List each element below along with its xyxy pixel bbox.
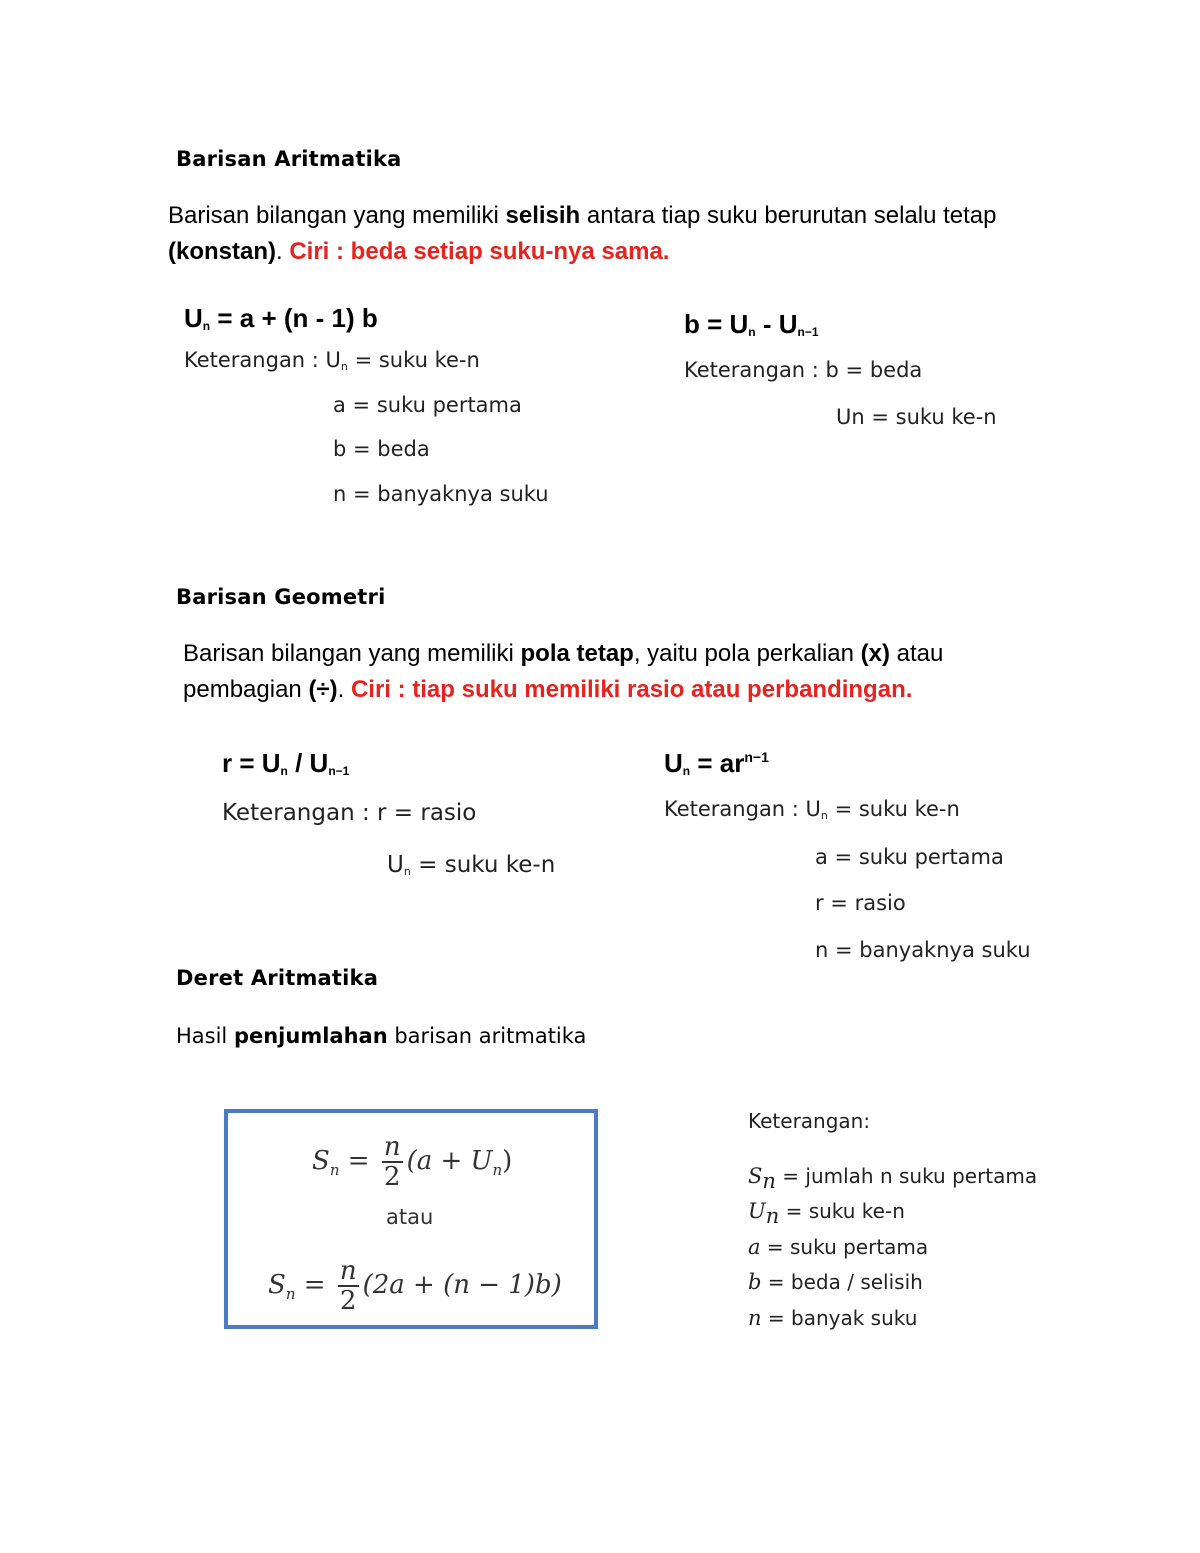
fraction	[338, 1257, 359, 1315]
text: = suku ke-n	[779, 1199, 905, 1223]
keterangan-beda: Keterangan : b = beda	[684, 358, 923, 382]
subscript: n	[329, 1161, 340, 1179]
formula-beda	[684, 309, 819, 340]
text: = a + (n - 1) b	[210, 303, 378, 333]
text: = suku pertama	[760, 1235, 929, 1259]
text: .	[276, 238, 290, 265]
text-bold: selisih	[505, 202, 581, 229]
formula-sn-2	[268, 1257, 562, 1315]
variable: n	[748, 1306, 762, 1330]
text: = ar	[690, 748, 745, 778]
formula-un-geometri	[664, 748, 769, 779]
text: (2a + (n − 1)b)	[362, 1270, 562, 1300]
text: U	[184, 303, 203, 333]
subscript: n	[280, 764, 288, 778]
text: barisan aritmatika	[387, 1024, 587, 1048]
formula-sn-1	[312, 1133, 512, 1191]
keterangan-row	[387, 852, 555, 878]
text-bold: (÷)	[308, 676, 338, 703]
text: (a + U	[406, 1146, 493, 1176]
text-bold: penjumlahan	[233, 1024, 388, 1048]
text: r = U	[222, 748, 281, 778]
text: S	[268, 1270, 286, 1300]
subscript: n	[820, 809, 828, 822]
subscript: n	[492, 1161, 503, 1179]
subscript: n	[765, 1204, 780, 1228]
atau-text: atau	[386, 1205, 434, 1229]
keterangan-row: a = suku pertama	[333, 393, 522, 417]
text: U	[387, 852, 404, 878]
denominator: 2	[339, 1286, 357, 1316]
text: = suku ke-n	[827, 797, 960, 821]
text-bold: (x)	[860, 640, 890, 667]
legend-row	[748, 1270, 923, 1294]
variable: b	[748, 1270, 762, 1294]
text: Barisan bilangan yang memiliki	[168, 202, 506, 229]
definition-geometri	[183, 636, 1063, 708]
legend-title: Keterangan:	[748, 1109, 871, 1133]
text: atau pembagian	[183, 640, 944, 703]
numerator: n	[383, 1132, 401, 1162]
keterangan-row: r = rasio	[815, 891, 906, 915]
fraction	[382, 1133, 403, 1191]
text: Keterangan : U	[664, 797, 821, 821]
text: = banyak suku	[761, 1306, 918, 1330]
subscript: n	[748, 325, 756, 339]
text: b = U	[684, 309, 749, 339]
keterangan-un-geometri	[664, 797, 960, 822]
text: = suku ke-n	[347, 348, 480, 372]
text: - U	[755, 309, 798, 339]
text: U	[664, 748, 683, 778]
keterangan-row: n = banyaknya suku	[333, 482, 549, 506]
legend-row	[748, 1235, 928, 1259]
heading-barisan-aritmatika: Barisan Aritmatika	[176, 147, 402, 171]
text: = suku ke-n	[410, 852, 556, 878]
heading-barisan-geometri: Barisan Geometri	[176, 585, 386, 609]
text: = jumlah n suku pertama	[775, 1164, 1038, 1188]
subscript: n	[682, 764, 691, 778]
ciri-text: Ciri : beda setiap suku-nya sama.	[289, 238, 670, 265]
keterangan-rasio: Keterangan : r = rasio	[222, 800, 477, 826]
subscript: n	[340, 360, 348, 373]
legend-row	[748, 1164, 1037, 1193]
text-bold: (konstan)	[168, 238, 276, 265]
ciri-text: Ciri : tiap suku memiliki rasio atau perbandingan.	[350, 676, 913, 703]
text: Hasil	[176, 1024, 234, 1048]
text: S	[312, 1146, 330, 1176]
subscript: n	[202, 319, 211, 333]
subscript: n	[403, 865, 411, 878]
text: Keterangan : U	[184, 348, 341, 372]
denominator: 2	[383, 1162, 401, 1192]
formula-rasio	[222, 748, 349, 779]
heading-deret-aritmatika: Deret Aritmatika	[176, 966, 379, 990]
text: )	[502, 1146, 513, 1176]
text-bold: pola tetap	[520, 640, 634, 667]
formula-box	[224, 1109, 598, 1329]
subscript: n	[762, 1169, 776, 1193]
formula-un-aritmatika	[184, 303, 378, 334]
subscript: n	[285, 1285, 296, 1303]
text: Barisan bilangan yang memiliki	[183, 640, 521, 667]
legend-row	[748, 1199, 905, 1228]
equals: =	[347, 1146, 370, 1176]
text: .	[337, 676, 351, 703]
variable: a	[748, 1235, 761, 1259]
keterangan-un	[184, 348, 480, 373]
text: antara tiap suku berurutan selalu tetap	[580, 202, 997, 229]
definition-aritmatika	[168, 198, 1048, 270]
subscript: n−1	[797, 325, 819, 339]
equals: =	[303, 1270, 326, 1300]
keterangan-row: n = banyaknya suku	[815, 938, 1031, 962]
definition-deret	[176, 1024, 586, 1048]
subscript: n−1	[328, 764, 350, 778]
keterangan-row: a = suku pertama	[815, 845, 1004, 869]
variable: U	[748, 1199, 766, 1223]
keterangan-row: Un = suku ke-n	[836, 405, 997, 429]
superscript: n−1	[744, 749, 769, 765]
legend-row	[748, 1306, 917, 1330]
keterangan-row: b = beda	[333, 437, 430, 461]
numerator: n	[339, 1256, 357, 1286]
text: , yaitu pola perkalian	[633, 640, 861, 667]
variable: S	[748, 1164, 763, 1188]
text: / U	[287, 748, 329, 778]
text: = beda / selisih	[761, 1270, 923, 1294]
